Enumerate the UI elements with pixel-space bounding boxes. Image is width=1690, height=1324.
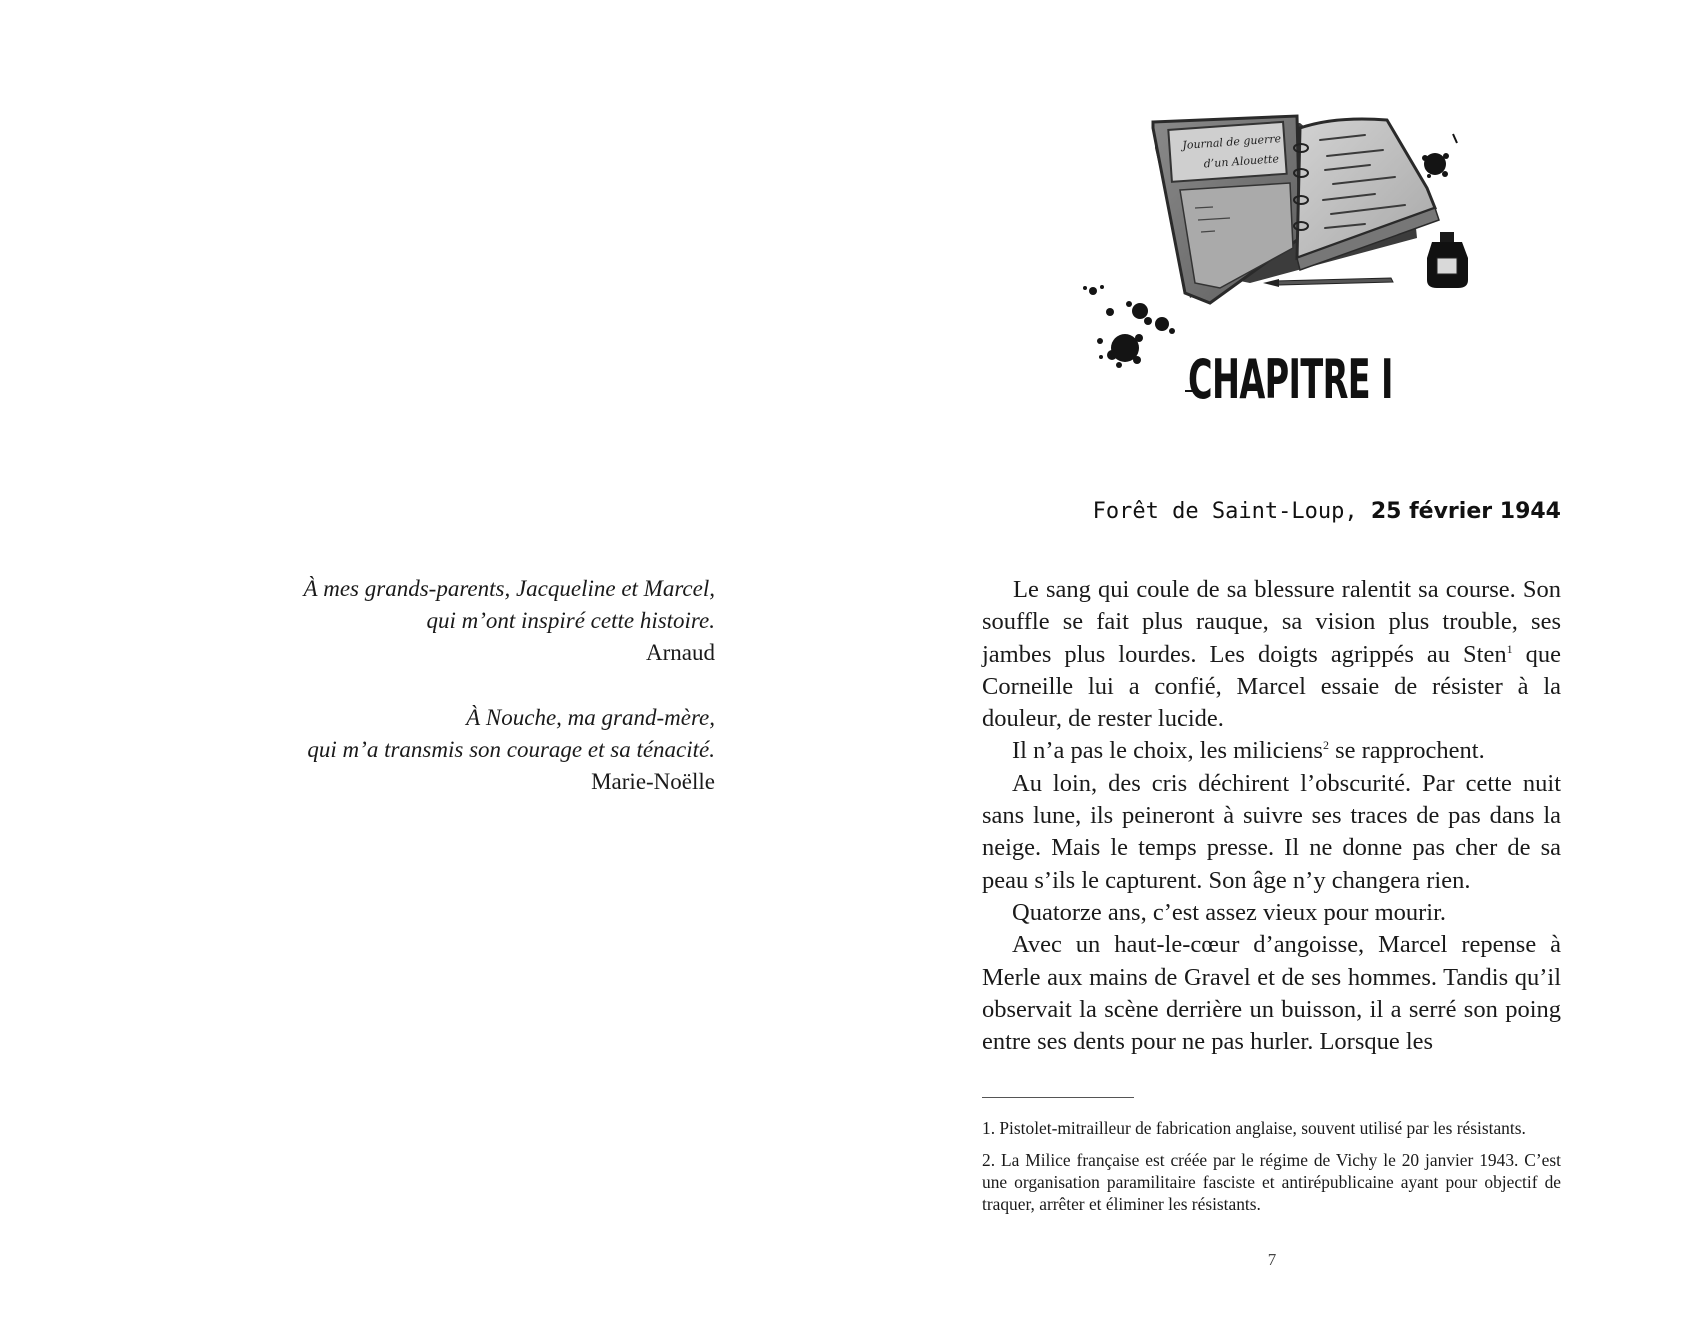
dedication-block-1 [195,573,715,669]
chapter-title: CHAPITRE I [1188,348,1393,411]
dedication-line: qui m’a transmis son courage et sa ténacité. [307,737,715,762]
paragraph-text: que Corneille lui a confié, Marcel essaie de résister à la douleur, de rester lucide. [982,640,1561,733]
ink-splatter-right [1422,134,1457,178]
chapter-date: 25 février 1944 [1370,499,1561,524]
dedication-line: qui m’ont inspiré cette histoire. [426,608,715,633]
ink-bottle-icon [1427,232,1468,288]
dedication-signature: Marie-Noëlle [591,769,715,794]
footnote: 1. Pistolet-mitrailleur de fabrication anglaise, souvent utilisé par les résistants. [982,1118,1526,1138]
dedication-signature: Arnaud [646,640,715,665]
dedication-line: À Nouche, ma grand-mère, [466,705,715,730]
body-paragraph [982,768,1561,897]
footnote: 2. La Milice française est créée par le régime de Vichy le 20 janvier 1943. C’est une organisation paramilitaire fasciste et antirépublicaine ayant pour objectif de traquer, arrêter et éliminer les résistants. [982,1150,1561,1214]
body-paragraph [982,897,1561,929]
page-number: 7 [1267,1250,1277,1269]
paragraph-text: Au loin, des cris déchirent l’obscurité. Par cette nuit sans lune, ils peineront à suivre ses traces de pas dans la neige. Mais le temps presse. Il ne donne pas cher de sa peau s’ils le capturent. Son âge n’y changera rien. [982,769,1561,894]
paragraph-text: Quatorze ans, c’est assez vieux pour mourir. [1012,898,1447,926]
footnote-reference: 2 [1322,738,1329,753]
chapter-location [1093,497,1561,527]
footnote-reference: 1 [1506,641,1513,656]
location-name: Forêt de Saint-Loup, [1092,499,1358,524]
dedication-line: À mes grands-parents, Jacqueline et Marcel, [303,576,715,601]
dedication [195,573,715,831]
paragraph-text: se rapprochent. [1328,737,1485,765]
footnote-divider [982,1097,1134,1098]
body-paragraph [982,574,1561,735]
paragraph-text: Il n’a pas le choix, les miliciens [1012,737,1323,765]
chapter-body-text [982,574,1561,1058]
paragraph-text: Le sang qui coule de sa blessure ralentit sa course. Son souffle se fait plus rauque, sa vision plus trouble, ses jambes plus lourdes. Les doigts agrippés au Sten [982,576,1561,668]
footnotes [982,1117,1561,1225]
open-book [1153,116,1439,303]
paragraph-text: Avec un haut-le-cœur d’angoisse, Marcel repense à Merle aux mains de Gravel et de ses hommes. Tandis qu’il observait la scène derrière un buisson, il a serré son poing entre ses dents pour ne pas hurler. Lorsque les [982,931,1561,1056]
ink-splatter-left [1083,285,1195,392]
body-paragraph [982,929,1561,1058]
cover-label-line-2: d’un Alouette [1203,152,1280,171]
quill-pen-icon [1263,278,1393,287]
body-paragraph [982,735,1561,767]
cover-label-line-1: Journal de guerre [1181,132,1282,152]
dedication-block-2 [195,702,715,798]
